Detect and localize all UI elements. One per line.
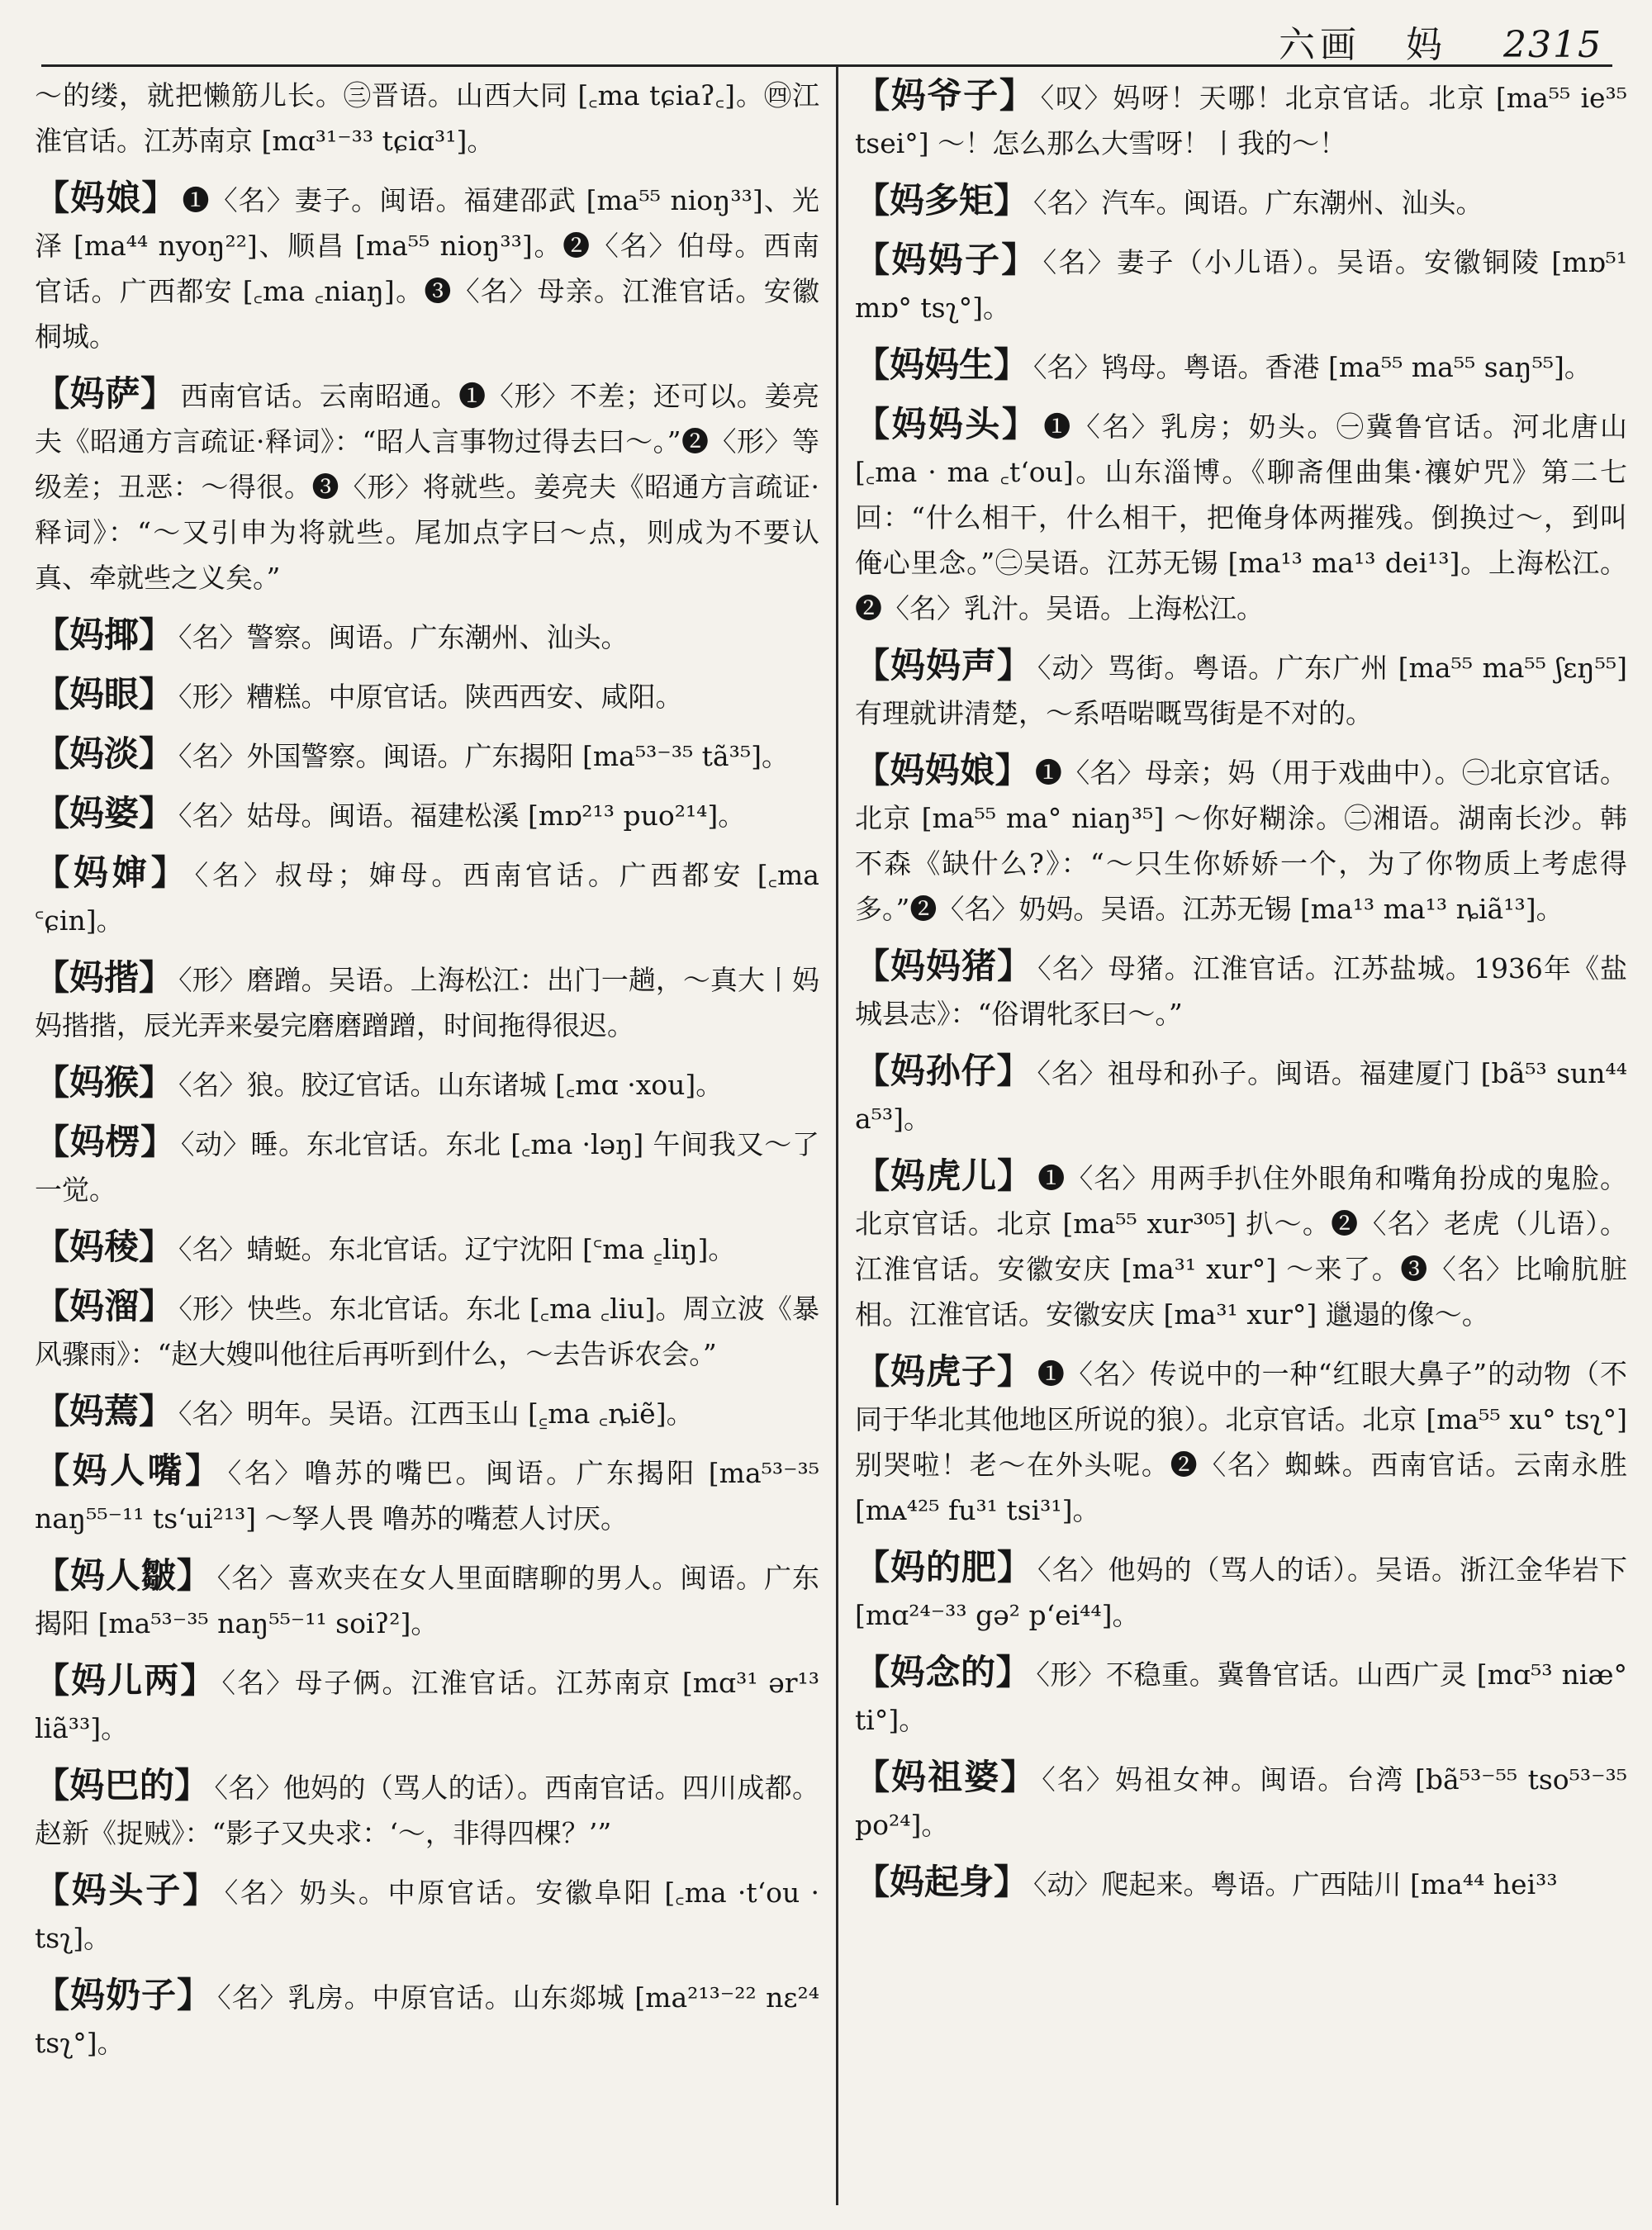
headword: 【妈多矩】 — [855, 180, 1029, 221]
dictionary-entry — [35, 1658, 819, 1751]
definition: 〈名〉叔母；婶母。西南官话。广西都安 [꜀ma ꜂ɕin]。 — [35, 859, 819, 937]
dictionary-entry — [35, 371, 819, 600]
definition: ❶〈名〉妻子。闽语。福建邵武 [ma⁵⁵ nioŋ³³]、光泽 [ma⁴⁴ nyoŋ²²]、顺昌 [ma⁵⁵ nioŋ³³]。❷〈名〉伯母。西南官话。广西都安 [꜀ma ꜀niaŋ]。❸〈名〉母亲。江淮官话。安徽桐城。 — [35, 184, 819, 353]
headword: 【妈祖婆】 — [855, 1757, 1037, 1797]
headword: 【妈爷子】 — [855, 75, 1036, 116]
headword: 【妈妈生】 — [855, 344, 1029, 385]
headword: 【妈揶】 — [35, 614, 174, 655]
headword: 【妈人皺】 — [35, 1555, 212, 1596]
headword: 【妈妈猪】 — [855, 946, 1033, 986]
definition: 〈名〉狼。胶辽官话。山东诸城 [꜀mɑ ·xou]。 — [178, 1069, 724, 1101]
dictionary-entry — [855, 1649, 1627, 1743]
definition: 西南官话。云南昭通。❶〈形〉不差；还可以。姜亮夫《昭通方言疏证·释词》：“昭人言事物过得去曰～。”❷〈形〉等级差；丑恶：～得很。❸〈形〉将就些。姜亮夫《昭通方言疏证·释词》：“～又引申为将就些。尾加点字曰～点，则成为不要认真、牵就些之义矣。” — [35, 380, 819, 594]
dictionary-entry — [35, 1763, 819, 1856]
headword: 【妈婶】 — [35, 852, 190, 893]
continued-entry-text: ～的缕，就把懒筋儿长。㊂晋语。山西大同 [꜀ma tɕiaʔ꜀]。㊃江淮官话。江苏南京 [mɑ³¹⁻³³ tɕiɑ³¹]。 — [35, 79, 819, 157]
dictionary-entry — [35, 671, 819, 719]
headword: 【妈猴】 — [35, 1062, 174, 1103]
headword: 【妈虎子】 — [855, 1351, 1032, 1392]
definition: ❶〈名〉乳房；奶头。㊀冀鲁官话。河北唐山 [꜀ma · ma ꜀tʻou]。山东淄博。《聊斋俚曲集·禳妒咒》第二七回：“什么相干，什么相干，把俺身体两摧残。倒换过～，到叫俺心里念。”㊁吴语。江苏无锡 [ma¹³ ma¹³ dei¹³]。上海松江。❷〈名〉乳汁。吴语。上海松江。 — [855, 410, 1627, 624]
dictionary-entry — [35, 1119, 819, 1212]
headword: 【妈虎儿】 — [855, 1155, 1033, 1196]
dictionary-entry — [855, 943, 1627, 1037]
dictionary-entry — [855, 342, 1627, 390]
dictionary-entry — [855, 1153, 1627, 1337]
definition: 〈名〉妈祖女神。闽语。台湾 [bã⁵³⁻⁵⁵ tso⁵³⁻³⁵ po²⁴]。 — [855, 1763, 1627, 1841]
dictionary-entry — [35, 731, 819, 779]
dictionary-entry — [35, 1283, 819, 1377]
headword: 【妈淡】 — [35, 733, 174, 774]
headword: 【妈头子】 — [35, 1870, 220, 1910]
headword: 【妈奶子】 — [35, 1975, 213, 2015]
left-column — [35, 73, 819, 2213]
header-rule — [41, 64, 1612, 67]
definition: 〈形〉快些。东北官话。东北 [꜀ma ꜀liu]。周立波《暴风骤雨》：“赵大嫂叫他往后再听到什么，～去告诉农会。” — [35, 1293, 819, 1370]
dictionary-entry — [855, 237, 1627, 330]
dictionary-entry — [855, 1754, 1627, 1848]
definition: ❶〈名〉母亲；妈（用于戏曲中）。㊀北京官话。北京 [ma⁵⁵ ma° niaŋ³⁵] ～你好糊涂。㊁湘语。湖南长沙。韩不森《缺什么?》：“～只生你娇娇一个，为了你物质上考虑得多。”❷〈名〉奶妈。吴语。江苏无锡 [ma¹³ ma¹³ ȵiã¹³]。 — [855, 757, 1627, 925]
definition: ❶〈名〉传说中的一种“红眼大鼻子”的动物（不同于华北其他地区所说的狼）。北京官话。北京 [ma⁵⁵ xu° tsʅ°] 别哭啦！老～在外头呢。❷〈名〉蜘蛛。西南官话。云南永胜 [mᴀ⁴²⁵ fu³¹ tsi³¹]。 — [855, 1358, 1627, 1526]
definition: 〈动〉骂街。粤语。广东广州 [ma⁵⁵ ma⁵⁵ ʃɛŋ⁵⁵] 有理就讲清楚，～系唔啱嘅骂街是不对的。 — [855, 652, 1627, 729]
definition: 〈动〉睡。东北官话。东北 [꜀ma ·ləŋ] 午间我又～了一觉。 — [35, 1128, 819, 1206]
dictionary-entry — [855, 1859, 1627, 1907]
definition: 〈形〉不稳重。冀鲁官话。山西广灵 [mɑ⁵³ niæ° ti°]。 — [855, 1658, 1627, 1736]
dictionary-entry — [35, 850, 819, 943]
dictionary-entry — [855, 1349, 1627, 1533]
column-divider — [836, 66, 838, 2205]
definition: 〈名〉他妈的（骂人的话）。吴语。浙江金华岩下 [mɑ²⁴⁻³³ gə² pʻei⁴⁴]。 — [855, 1554, 1627, 1631]
definition: 〈名〉乳房。中原官话。山东郯城 [ma²¹³⁻²² nɛ²⁴ tsʅ°]。 — [35, 1981, 819, 2059]
dictionary-entry — [855, 178, 1627, 225]
headword: 【妈萨】 — [35, 373, 176, 414]
definition: 〈名〉母子俩。江淮官话。江苏南京 [mɑ³¹ ər¹³ liã³³]。 — [35, 1667, 819, 1744]
definition: 〈名〉蜻蜓。东北官话。辽宁沈阳 [꜂ma ꜁liŋ]。 — [178, 1233, 736, 1265]
page-number: 2315 — [1503, 24, 1602, 66]
headword: 【妈眼】 — [35, 674, 174, 714]
dictionary-entry — [35, 1553, 819, 1646]
headword: 【妈起身】 — [855, 1862, 1029, 1902]
headword: 【妈巴的】 — [35, 1765, 210, 1805]
definition: 〈名〉奶头。中原官话。安徽阜阳 [꜀ma ·tʻou · tsʅ]。 — [35, 1877, 819, 1954]
headword: 【妈婆】 — [35, 793, 174, 833]
headword: 【妈蔫】 — [35, 1391, 174, 1431]
definition: 〈名〉母猪。江淮官话。江苏盐城。1936年《盐城县志》：“俗谓牝豕曰～。” — [855, 952, 1627, 1030]
dictionary-entry — [35, 955, 819, 1048]
definition: 〈名〉警察。闽语。广东潮州、汕头。 — [178, 621, 629, 653]
dictionary-entry — [855, 643, 1627, 736]
headword: 【妈儿两】 — [35, 1660, 217, 1701]
headword: 【妈念的】 — [855, 1652, 1032, 1692]
definition: 〈名〉他妈的（骂人的话）。西南官话。四川成都。赵新《捉贼》：“影子又央求：‘～，非得四棵？’” — [35, 1772, 819, 1849]
dictionary-entry — [35, 790, 819, 838]
definition: 〈形〉磨蹭。吴语。上海松江：出门一趟，～真大丨妈妈揩揩，辰光弄来晏完磨磨蹭蹭，时间拖得很迟。 — [35, 964, 819, 1041]
headword: 【妈妈头】 — [855, 404, 1039, 444]
definition: 〈名〉妻子（小儿语）。吴语。安徽铜陵 [mɒ⁵¹ mɒ° tsʅ°]。 — [855, 246, 1627, 324]
dictionary-entry — [35, 1060, 819, 1108]
page-header — [1279, 15, 1602, 68]
headword: 【妈揩】 — [35, 957, 174, 998]
dictionary-entry — [855, 401, 1627, 631]
definition: 〈动〉爬起来。粤语。广西陆川 [ma⁴⁴ hei³³ — [1033, 1868, 1558, 1900]
definition: 〈名〉喜欢夹在女人里面瞎聊的男人。闽语。广东揭阳 [ma⁵³⁻³⁵ naŋ⁵⁵⁻¹¹ soiʔ²]。 — [35, 1562, 819, 1639]
dictionary-entry — [35, 612, 819, 660]
definition: 〈名〉鸨母。粤语。香港 [ma⁵⁵ ma⁵⁵ saŋ⁵⁵]。 — [1033, 351, 1592, 383]
headword: 【妈妈娘】 — [855, 750, 1030, 790]
headword: 【妈楞】 — [35, 1122, 176, 1162]
definition: 〈叹〉妈呀！天哪！北京官话。北京 [ma⁵⁵ ie³⁵ tsei°] ～！怎么那么大雪呀！丨我的～！ — [855, 82, 1627, 159]
definition: 〈名〉明年。吴语。江西玉山 [꜁ma ꜀ȵiẽ]。 — [178, 1397, 694, 1430]
dictionary-entry — [35, 1867, 819, 1961]
dictionary-entry — [35, 1972, 819, 2066]
headword: 【妈稜】 — [35, 1226, 174, 1267]
dictionary-entry — [35, 1224, 819, 1272]
definition: 〈名〉汽车。闽语。广东潮州、汕头。 — [1033, 187, 1483, 219]
headword: 【妈妈声】 — [855, 645, 1032, 686]
headword: 【妈孙仔】 — [855, 1051, 1032, 1091]
definition: 〈名〉祖母和孙子。闽语。福建厦门 [bã⁵³ sun⁴⁴ a⁵³]。 — [855, 1057, 1627, 1135]
dictionary-entry — [855, 1048, 1627, 1141]
definition: 〈名〉外国警察。闽语。广东揭阳 [ma⁵³⁻³⁵ tã³⁵]。 — [178, 740, 789, 772]
dictionary-entry — [35, 1388, 819, 1436]
header-section: 六画 — [1279, 24, 1362, 66]
dictionary-entry — [855, 73, 1627, 166]
headword: 【妈人嘴】 — [35, 1450, 223, 1491]
dictionary-entry — [35, 175, 819, 359]
definition: 〈名〉噜苏的嘴巴。闽语。广东揭阳 [ma⁵³⁻³⁵ naŋ⁵⁵⁻¹¹ tsʻui²¹³] ～孥人畏 噜苏的嘴惹人讨厌。 — [35, 1457, 819, 1535]
definition: 〈形〉糟糕。中原官话。陕西西安、咸阳。 — [178, 681, 683, 713]
header-character: 妈 — [1406, 24, 1448, 66]
headword: 【妈妈子】 — [855, 240, 1038, 280]
headword: 【妈溜】 — [35, 1286, 174, 1326]
headword: 【妈娘】 — [35, 178, 178, 218]
definition: ❶〈名〉用两手扒住外眼角和嘴角扮成的鬼脸。北京官话。北京 [ma⁵⁵ xur³⁰⁵] 扒～。❷〈名〉老虎（儿语）。江淮官话。安徽安庆 [ma³¹ xur°] ～来了。❸〈名〉比喻肮脏相。江淮官话。安徽安庆 [ma³¹ xur°] 邋遢的像～。 — [855, 1162, 1627, 1331]
headword: 【妈的肥】 — [855, 1547, 1032, 1587]
dictionary-entry — [855, 747, 1627, 932]
dictionary-entry — [855, 1544, 1627, 1638]
dictionary-entry — [35, 1448, 819, 1541]
right-column — [855, 73, 1627, 2213]
definition: 〈名〉姑母。闽语。福建松溪 [mɒ²¹³ puo²¹⁴]。 — [178, 799, 746, 832]
